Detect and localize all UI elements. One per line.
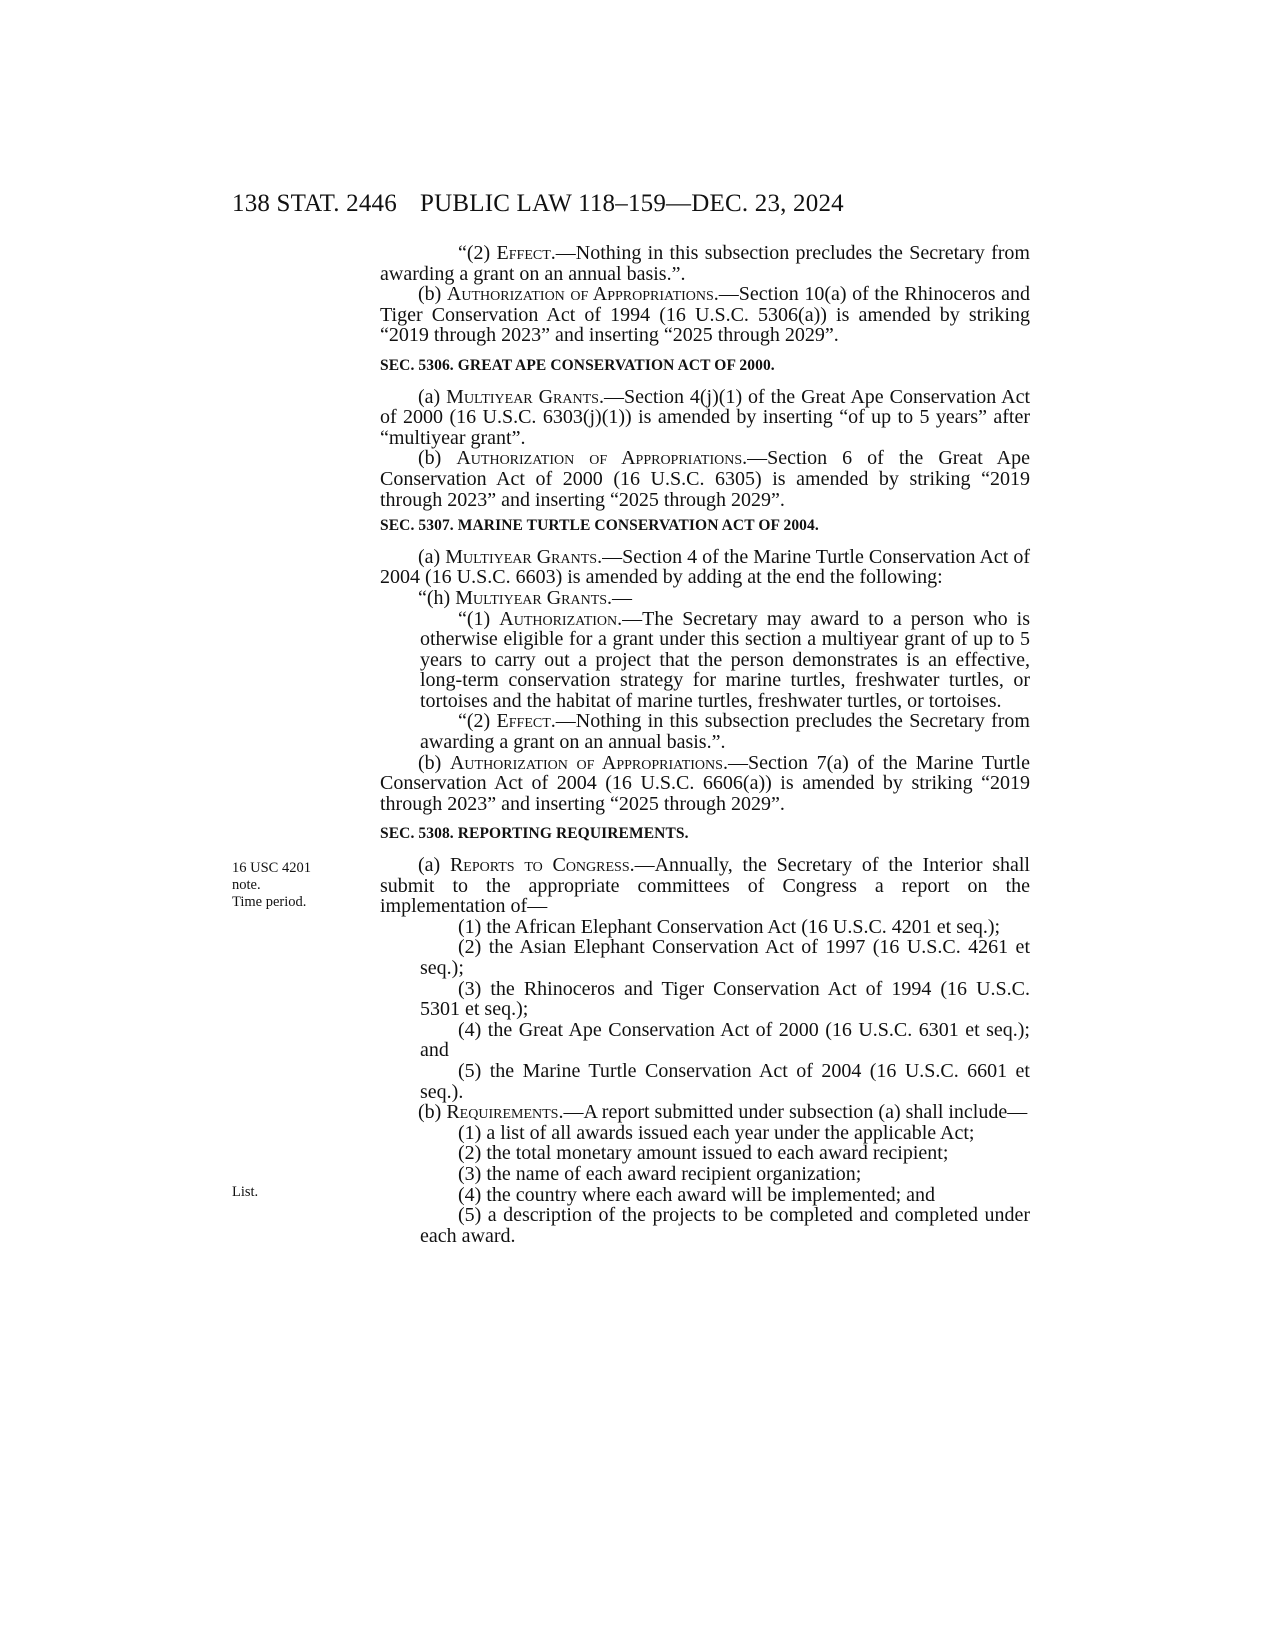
list-item: (1) a list of all awards issued each year under the applicable Act; xyxy=(458,1121,975,1144)
paragraph-5306-b: (b) Authorization of Appropriations.—Section 6 of the Great Ape Conservation Act of 2000 (16 U.S.C. 6305) is amended by striking “2019 through 2023” and inserting “2025 through 2029”. xyxy=(380,447,1030,511)
public-law-title: PUBLIC LAW 118–159—DEC. 23, 2024 xyxy=(420,190,844,217)
margin-note-line: 16 USC 4201 xyxy=(232,860,311,876)
paragraph-5308-a: (a) Reports to Congress.—Annually, the Secretary of the Interior shall submit to the appropriate committees of Congress a report on the implementation of— xyxy=(380,854,1030,918)
margin-note-line: Time period. xyxy=(232,894,307,910)
paragraph-5307-b: (b) Authorization of Appropriations.—Section 7(a) of the Marine Turtle Conservation Act of 2004 (16 U.S.C. 6606(a)) is amended by striking “2019 through 2023” and inserting “2025 through 2029”. xyxy=(380,751,1030,815)
paragraph-5307-a: (a) Multiyear Grants.—Section 4 of the Marine Turtle Conservation Act of 2004 (16 U.S.C. 6603) is amended by adding at the end the following: xyxy=(380,545,1031,589)
margin-note-line: note. xyxy=(232,877,261,893)
section-heading-5307: SEC. 5307. MARINE TURTLE CONSERVATION ACT OF 2004. xyxy=(380,517,819,535)
stat-page-number: 138 STAT. 2446 xyxy=(232,190,397,217)
list-item: (3) the Rhinoceros and Tiger Conservation Act of 1994 (16 U.S.C. 5301 et seq.); xyxy=(420,977,1030,1021)
list-item: (5) the Marine Turtle Conservation Act of 2004 (16 U.S.C. 6601 et seq.). xyxy=(420,1059,1030,1103)
quoted-block-5307 xyxy=(380,609,1030,753)
list-item: (5) a description of the projects to be completed and completed under each award. xyxy=(420,1204,1030,1247)
list-item: (1) the African Elephant Conservation Act (16 U.S.C. 4201 et seq.); xyxy=(458,915,1001,938)
paragraph-5307-h: “(h) Multiyear Grants.— xyxy=(418,586,633,609)
list-item: (4) the Great Ape Conservation Act of 2000 (16 U.S.C. 6301 et seq.); and xyxy=(420,1018,1030,1062)
paragraph-5307-h2: “(2) Effect.—Nothing in this subsection precludes the Secretary from awarding a grant on an annual basis.”. xyxy=(420,710,1030,754)
paragraph-5306-a: (a) Multiyear Grants.—Section 4(j)(1) of the Great Ape Conservation Act of 2000 (16 U.S.C. 6303(j)(1)) is amended by inserting “of up to 5 years” after “multiyear grant”. xyxy=(380,385,1030,449)
list-item: (3) the name of each award recipient organization; xyxy=(458,1162,862,1185)
page-header xyxy=(232,190,1032,222)
list-5308-b xyxy=(420,1123,1030,1247)
paragraph-authorization: (b) Authorization of Appropriations.—Section 10(a) of the Rhinoceros and Tiger Conservation Act of 1994 (16 U.S.C. 5306(a)) is amended by striking “2019 through 2023” and inserting “2025 through 2029”. xyxy=(380,283,1030,347)
paragraph-5308-b: (b) Requirements.—A report submitted under subsection (a) shall include— xyxy=(418,1101,1028,1124)
paragraph-effect: “(2) Effect.—Nothing in this subsection precludes the Secretary from awarding a grant on an annual basis.”. xyxy=(380,242,1030,285)
list-item: (2) the total monetary amount issued to each award recipient; xyxy=(458,1142,949,1165)
margin-note-list: List. xyxy=(232,1184,259,1200)
list-item: (4) the country where each award will be implemented; and xyxy=(458,1183,936,1206)
document-body xyxy=(380,243,1030,1246)
section-heading-5308: SEC. 5308. REPORTING REQUIREMENTS. xyxy=(380,825,689,843)
list-5308-a xyxy=(420,917,1030,1102)
list-item: (2) the Asian Elephant Conservation Act of 1997 (16 U.S.C. 4261 et seq.); xyxy=(420,936,1030,979)
paragraph-5307-h1: “(1) Authorization.—The Secretary may award to a person who is otherwise eligible for a grant under this section a multiyear grant of up to 5 years to carry out a project that the person demonstrates is an effective, long-term conservation strategy for marine turtles, freshwater turtles, or tortoises and the habitat of marine turtles, freshwater turtles, or tortoises. xyxy=(420,607,1031,712)
section-heading-5306: SEC. 5306. GREAT APE CONSERVATION ACT OF 2000. xyxy=(380,356,775,374)
margin-note-sec5308 xyxy=(232,860,311,911)
